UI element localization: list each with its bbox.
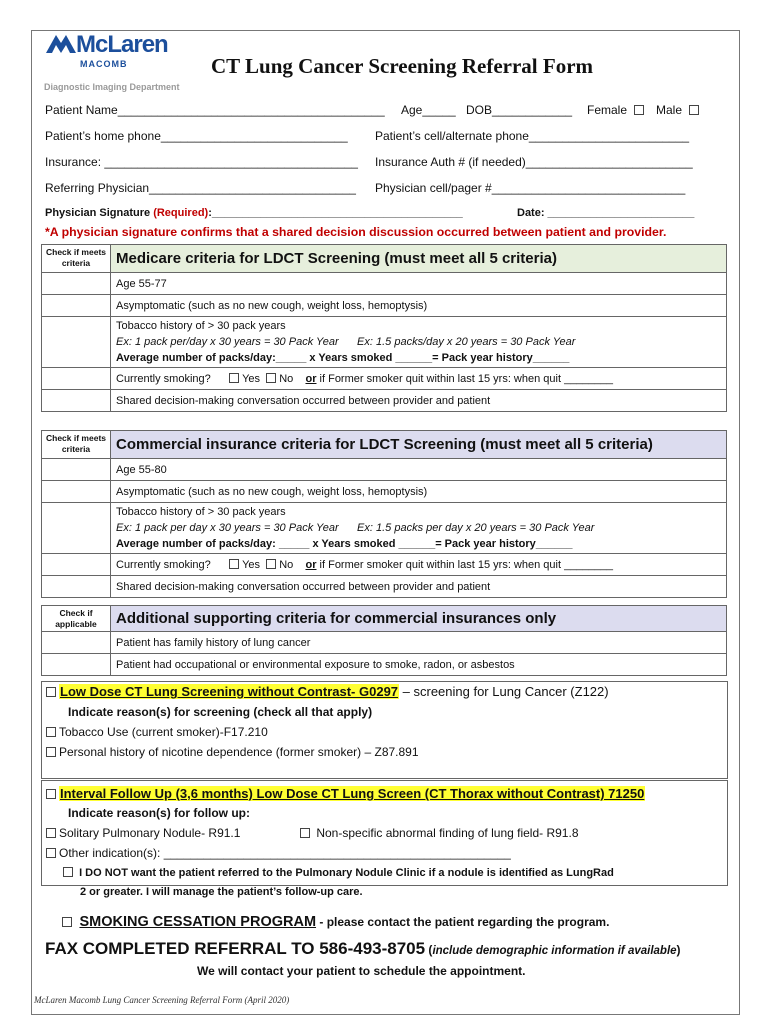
- commercial-examples: [116, 520, 726, 536]
- ldct-suffix: – screening for Lung Cancer (Z122): [399, 684, 609, 699]
- signature-required: (Required): [153, 207, 209, 219]
- medicare-former[interactable]: if Former smoker quit within last 15 yrs: when quit ________: [316, 372, 614, 385]
- interval-checkbox[interactable]: [46, 789, 56, 799]
- medicare-example-1: Ex: 1 pack per/day x 30 years = 30 Pack Year: [116, 336, 339, 348]
- additional-exposure-check[interactable]: [42, 654, 111, 676]
- fax-note: include demographic information if available: [432, 945, 677, 957]
- medicare-tobacco-check[interactable]: [42, 317, 111, 368]
- medicare-average: Average number of packs/day:_____ x Years smoked ______= Pack year history______: [116, 352, 570, 364]
- home-phone-field[interactable]: Patient’s home phone____________________________: [45, 129, 348, 143]
- footer-text: McLaren Macomb Lung Cancer Screening Referral Form (April 2020): [34, 995, 290, 1005]
- nodule-checkbox[interactable]: [46, 828, 56, 838]
- additional-header: Additional supporting criteria for commercial insurances only: [111, 606, 727, 632]
- additional-criteria-table: [41, 605, 727, 676]
- referring-physician-field[interactable]: Referring Physician_______________________________: [45, 181, 356, 195]
- medicare-tobacco-cell: [111, 317, 727, 368]
- personal-history-checkbox[interactable]: [46, 747, 56, 757]
- medicare-yes-label: Yes: [242, 372, 261, 385]
- commercial-yes-label: Yes: [242, 558, 261, 571]
- check-label: Check if meets criteria: [46, 433, 106, 454]
- signature-notice: *A physician signature confirms that a shared decision discussion occurred between patient and provider.: [45, 225, 667, 239]
- male-option[interactable]: [656, 103, 702, 117]
- commercial-yes-checkbox[interactable]: [229, 559, 239, 569]
- logo-sub: MACOMB: [80, 59, 128, 69]
- commercial-tobacco-check[interactable]: [42, 503, 111, 554]
- commercial-asymptomatic: Asymptomatic (such as no new cough, weight loss, hemoptysis): [111, 481, 727, 503]
- nonspecific-option[interactable]: [300, 826, 579, 840]
- additional-family: Patient has family history of lung cancer: [111, 632, 727, 654]
- fax-paren-close: ): [676, 943, 681, 957]
- commercial-or: or: [305, 558, 317, 571]
- interval-indicate: Indicate reason(s) for follow up:: [68, 806, 251, 820]
- commercial-smoking-label: Currently smoking?: [116, 558, 211, 571]
- cell-phone-field[interactable]: Patient’s cell/alternate phone________________________: [375, 129, 690, 143]
- smoking-program-option[interactable]: [62, 913, 609, 931]
- commercial-example-1: Ex: 1 pack per day x 30 years = 30 Pack Year: [116, 522, 339, 534]
- signature-label: Physician Signature: [45, 207, 154, 219]
- fax-paren-open: (: [425, 943, 433, 957]
- commercial-smoking-cell: [111, 554, 727, 576]
- medicare-no-checkbox[interactable]: [266, 373, 276, 383]
- ldct-history-option[interactable]: [46, 745, 419, 759]
- interval-option[interactable]: [46, 786, 645, 801]
- commercial-shared-check[interactable]: [42, 576, 111, 598]
- schedule-note: We will contact your patient to schedule the appointment.: [197, 964, 526, 978]
- insurance-auth-field[interactable]: Insurance Auth # (if needed)_________________________: [375, 155, 693, 169]
- ldct-tobacco-option[interactable]: [46, 725, 268, 739]
- medicare-asymptomatic: Asymptomatic (such as no new cough, weight loss, hemoptysis): [111, 295, 727, 317]
- tobacco-use-label: Tobacco Use (current smoker)-F17.210: [59, 725, 268, 739]
- physician-cell-field[interactable]: Physician cell/pager #_____________________________: [375, 181, 686, 195]
- medicare-criteria-table: [41, 244, 727, 412]
- department-label: Diagnostic Imaging Department: [44, 82, 180, 92]
- nodule-label: Solitary Pulmonary Nodule- R91.1: [59, 826, 241, 840]
- nonspecific-label: Non-specific abnormal finding of lung field- R91.8: [316, 826, 579, 840]
- signature-line: :_________________________________________: [208, 207, 463, 219]
- commercial-example-2: Ex: 1.5 packs per day x 20 years = 30 Pack Year: [357, 522, 595, 534]
- dob-field[interactable]: DOB____________: [466, 103, 573, 117]
- fax-instruction: [45, 939, 681, 959]
- patient-name-field[interactable]: Patient Name________________________________________: [45, 103, 385, 117]
- medicare-asymptomatic-check[interactable]: [42, 295, 111, 317]
- commercial-no-label: No: [279, 558, 294, 571]
- commercial-age: Age 55-80: [111, 459, 727, 481]
- commercial-former[interactable]: if Former smoker quit within last 15 yrs: when quit ________: [316, 558, 614, 571]
- smoking-program-text: - please contact the patient regarding the program.: [316, 915, 610, 929]
- check-label: Check if applicable: [55, 608, 97, 629]
- logo-mark-icon: [44, 33, 78, 55]
- male-checkbox[interactable]: [689, 105, 699, 115]
- ldct-option[interactable]: [46, 684, 609, 699]
- nodule-option[interactable]: [46, 826, 240, 840]
- commercial-smoking-check[interactable]: [42, 554, 111, 576]
- no-refer-option[interactable]: [63, 867, 614, 879]
- tobacco-use-checkbox[interactable]: [46, 727, 56, 737]
- mclaren-logo: [44, 31, 168, 79]
- medicare-yes-checkbox[interactable]: [229, 373, 239, 383]
- additional-check-header: [42, 606, 111, 632]
- medicare-example-2: Ex: 1.5 packs/day x 20 years = 30 Pack Year: [357, 336, 576, 348]
- commercial-age-check[interactable]: [42, 459, 111, 481]
- ldct-checkbox[interactable]: [46, 687, 56, 697]
- medicare-smoking-check[interactable]: [42, 368, 111, 390]
- medicare-or: or: [305, 372, 317, 385]
- smoking-program-checkbox[interactable]: [62, 917, 72, 927]
- female-label: Female: [587, 103, 628, 117]
- commercial-average: Average number of packs/day: _____ x Years smoked ______= Pack year history______: [116, 538, 573, 550]
- interval-title: Interval Follow Up (3,6 months) Low Dose CT Lung Screen (CT Thorax without Contrast) 71250: [60, 786, 645, 801]
- commercial-asymptomatic-check[interactable]: [42, 481, 111, 503]
- insurance-field[interactable]: Insurance: ______________________________________: [45, 155, 358, 169]
- physician-signature-field[interactable]: [45, 207, 463, 219]
- commercial-shared: Shared decision-making conversation occurred between provider and patient: [111, 576, 727, 598]
- commercial-check-header: [42, 431, 111, 459]
- additional-family-check[interactable]: [42, 632, 111, 654]
- male-label: Male: [656, 103, 683, 117]
- medicare-no-label: No: [279, 372, 294, 385]
- no-refer-text-2: 2 or greater. I will manage the patient’s follow-up care.: [80, 886, 363, 898]
- medicare-header: Medicare criteria for LDCT Screening (must meet all 5 criteria): [111, 245, 727, 273]
- date-field[interactable]: Date: ________________________: [517, 207, 695, 219]
- page-title: CT Lung Cancer Screening Referral Form: [211, 54, 594, 78]
- other-indication-field[interactable]: Other indication(s): ____________________________________________________: [59, 846, 511, 860]
- age-field[interactable]: Age_____: [401, 103, 456, 117]
- no-refer-checkbox[interactable]: [63, 867, 73, 877]
- smoking-program-title: SMOKING CESSATION PROGRAM: [79, 914, 317, 930]
- nonspecific-checkbox[interactable]: [300, 828, 310, 838]
- commercial-no-checkbox[interactable]: [266, 559, 276, 569]
- check-label: Check if meets criteria: [46, 247, 106, 268]
- fax-main: FAX COMPLETED REFERRAL TO 586-493-8705: [45, 939, 426, 958]
- ldct-title: Low Dose CT Lung Screening without Contrast- G0297: [60, 684, 399, 699]
- female-option[interactable]: [587, 103, 647, 117]
- no-refer-text-1: I DO NOT want the patient referred to the Pulmonary Nodule Clinic if a nodule is identified as LungRad: [79, 867, 614, 879]
- other-indication-option[interactable]: [46, 846, 511, 860]
- medicare-tobacco: Tobacco history of > 30 pack years: [116, 320, 286, 332]
- medicare-smoking-label: Currently smoking?: [116, 372, 211, 385]
- other-checkbox[interactable]: [46, 848, 56, 858]
- additional-exposure: Patient had occupational or environmental exposure to smoke, radon, or asbestos: [111, 654, 727, 676]
- medicare-examples: [116, 334, 726, 350]
- personal-history-label: Personal history of nicotine dependence (former smoker) – Z87.891: [59, 745, 419, 759]
- commercial-criteria-table: [41, 430, 727, 598]
- medicare-age-check[interactable]: [42, 273, 111, 295]
- medicare-smoking-cell: [111, 368, 727, 390]
- ldct-indicate: Indicate reason(s) for screening (check all that apply): [68, 705, 373, 719]
- commercial-tobacco-cell: [111, 503, 727, 554]
- commercial-header: Commercial insurance criteria for LDCT Screening (must meet all 5 criteria): [111, 431, 727, 459]
- medicare-age: Age 55-77: [111, 273, 727, 295]
- female-checkbox[interactable]: [634, 105, 644, 115]
- commercial-tobacco: Tobacco history of > 30 pack years: [116, 506, 286, 518]
- logo-name: McLaren: [76, 31, 168, 58]
- medicare-check-header: [42, 245, 111, 273]
- medicare-shared: Shared decision-making conversation occurred between provider and patient: [111, 390, 727, 412]
- medicare-shared-check[interactable]: [42, 390, 111, 412]
